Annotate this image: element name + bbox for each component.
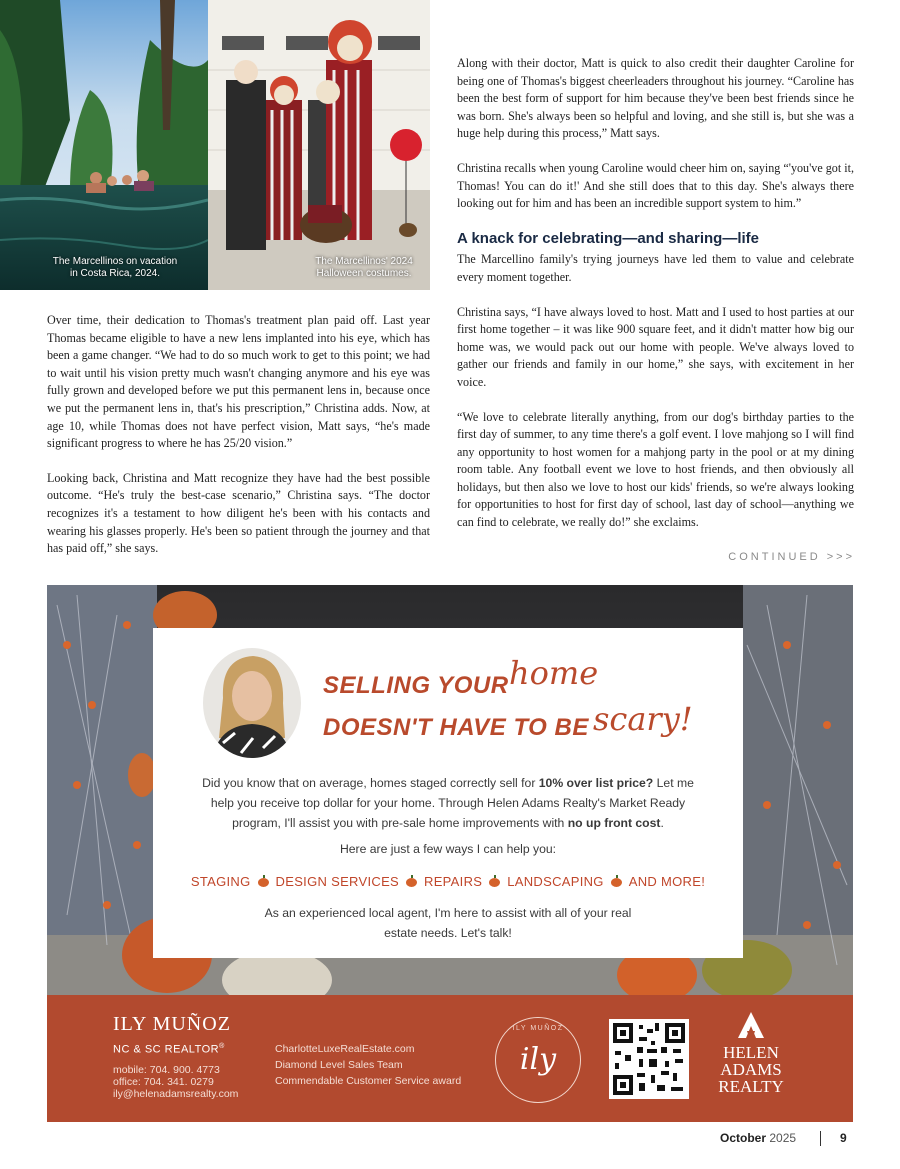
vacation-photo bbox=[0, 0, 208, 290]
halloween-photo bbox=[208, 0, 430, 290]
brokerage-name-line: HELEN bbox=[723, 1043, 779, 1062]
vacation-caption bbox=[40, 256, 190, 280]
paragraph: Along with their doctor, Matt is quick to also credit their daughter Caroline for being one of Thomas's biggest cheerleaders throughout his journey. “Caroline has been the best form of support for him because they've been best friends since he was born. She's always been so helpful and loving, and she still is, but she was a huge help during this process,” Matt says. bbox=[457, 56, 854, 141]
caption-line: Halloween costumes. bbox=[316, 268, 412, 279]
service-repairs: REPAIRS bbox=[424, 874, 483, 889]
paragraph: Over time, their dedication to Thomas's treatment plan paid off. Last year Thomas became eligible to have a new lens implanted into his eye, which has been a game changer. “We had to do so much work to get to this point; we had to wait until his vision pretty much wasn't changing anymore and his eye was fully grown and developed before we put this permanent lens in, because once we put the permanent lens in, that's his prescription,” Christina adds. Now, at age 10, while Thomas does not have perfect vision, Matt says, “he's made significant progress to where he has 25/20 vision.” bbox=[47, 313, 430, 451]
helen-adams-logo bbox=[711, 1011, 791, 1095]
service-more: AND MORE! bbox=[628, 874, 706, 889]
ad-card bbox=[153, 628, 743, 958]
pumpkin-icon bbox=[611, 878, 622, 887]
agent-email[interactable]: ily@helenadamsrealty.com bbox=[113, 1088, 239, 1100]
agent-office[interactable]: office: 704. 341. 0279 bbox=[113, 1076, 214, 1088]
paragraph: Christina recalls when young Caroline would cheer him on, saying “'you've got it, Thomas! You can do it!' And she still does that to this day. She's always there looking out for him and has been an incredible support system to him.” bbox=[457, 160, 854, 211]
registered-mark: ® bbox=[219, 1043, 225, 1050]
services-list bbox=[153, 874, 743, 889]
caption-line: The Marcellinos' 2024 bbox=[315, 256, 413, 267]
continued-link[interactable]: CONTINUED >>> bbox=[728, 551, 855, 563]
ad-closing-line: As an experienced local agent, I'm here to assist with all of your real bbox=[264, 906, 632, 920]
agent-headshot bbox=[203, 648, 301, 758]
service-staging: STAGING bbox=[190, 874, 251, 889]
ad-ways: Here are just a few ways I can help you: bbox=[339, 842, 557, 856]
ad-body-text: . bbox=[660, 816, 664, 830]
service-design: DESIGN SERVICES bbox=[275, 874, 400, 889]
caption-line: The Marcellinos on vacation bbox=[52, 256, 178, 267]
section-heading: A knack for celebrating—and sharing—life bbox=[457, 229, 760, 247]
service-landscaping: LANDSCAPING bbox=[507, 874, 604, 889]
ad-body-text: Did you know that on average, homes staged correctly sell for bbox=[202, 776, 539, 790]
agent-award-1: Diamond Level Sales Team bbox=[275, 1059, 403, 1071]
ily-logo-script: ily bbox=[519, 1042, 557, 1077]
brokerage-name-line: REALTY bbox=[718, 1077, 784, 1096]
ad-body-highlight: 10% over list price? bbox=[538, 776, 654, 790]
ily-logo-arc-text: ILY MUÑOZ bbox=[512, 1025, 564, 1032]
page-number: 9 bbox=[840, 1131, 847, 1145]
realtor-advertisement bbox=[47, 585, 853, 1122]
footer-divider bbox=[820, 1131, 821, 1146]
brokerage-name-line: ADAMS bbox=[720, 1060, 782, 1079]
ad-closing-line: estate needs. Let's talk! bbox=[384, 926, 512, 940]
mountain-a-icon bbox=[736, 1011, 766, 1039]
headline-line-2: DOESN'T HAVE TO BE bbox=[323, 714, 589, 741]
agent-name: ILY MUÑOZ bbox=[113, 1013, 231, 1035]
issue-month: October bbox=[720, 1131, 767, 1145]
qr-code-icon[interactable] bbox=[609, 1019, 689, 1099]
halloween-caption bbox=[302, 256, 426, 280]
pumpkin-icon bbox=[258, 878, 269, 887]
pumpkin-icon bbox=[406, 878, 417, 887]
headline-script-scary: scary! bbox=[593, 700, 693, 738]
ad-body bbox=[153, 773, 743, 833]
issue-year: 2025 bbox=[766, 1131, 797, 1145]
agent-mobile[interactable]: mobile: 704. 900. 4773 bbox=[113, 1064, 220, 1076]
ad-closing bbox=[153, 903, 743, 943]
caption-line: in Costa Rica, 2024. bbox=[69, 268, 161, 279]
agent-footer bbox=[47, 995, 853, 1122]
ad-body-text: Let me help you receive top dollar for your home. Through Helen Adams Realty's Market Ready program, I'll assist you with pre-sale home improvements with bbox=[210, 776, 694, 830]
headline-line-1: SELLING YOUR bbox=[323, 672, 509, 699]
right-column bbox=[457, 55, 854, 549]
left-column bbox=[47, 312, 430, 575]
pumpkin-icon bbox=[489, 878, 500, 887]
agent-award-2: Commendable Customer Service award bbox=[275, 1075, 462, 1087]
agent-website[interactable]: CharlotteLuxeRealEstate.com bbox=[275, 1043, 415, 1055]
issue-date bbox=[720, 1131, 796, 1145]
paragraph: The Marcellino family's trying journeys have led them to value and celebrate every moment together. bbox=[457, 252, 854, 284]
agent-title bbox=[113, 1041, 225, 1056]
paragraph: Looking back, Christina and Matt recognize they have had the best possible outcome. “He's truly the best-case scenario,” Christina says. “The doctor recognizes it's a testament to how diligent he's been with his contacts and wearing his glasses properly. He's been so patient through the journey and that has paid off,” she says. bbox=[47, 470, 430, 556]
agent-title-text: NC & SC REALTOR bbox=[113, 1043, 220, 1056]
ily-logo bbox=[495, 1017, 581, 1103]
ad-body-highlight: no up front cost bbox=[567, 816, 661, 830]
paragraph: “We love to celebrate literally anything, from our dog's birthday parties to the first day of summer, to any time there's a golf event. I love mahjong so I will find any opportunity to host women for a mahjong party in the pool or at my dining room table. Any football event we love to host friends, and then obviously all holidays, but then also we love to host our kids' friends, so we're always looking for opportunities to host for first day of school, last day of school—anything we can find to celebrate, we really do!” she exclaims. bbox=[457, 409, 854, 530]
headline-script-home: home bbox=[509, 654, 599, 692]
paragraph: Christina says, “I have always loved to host. Matt and I used to host parties at our first home together – it was like 900 square feet, and it didn't matter how big our home was, we would pack out our home with people. We've always loved to gather our friends and family in our home,” she says, with excitement in her voice. bbox=[457, 304, 854, 389]
